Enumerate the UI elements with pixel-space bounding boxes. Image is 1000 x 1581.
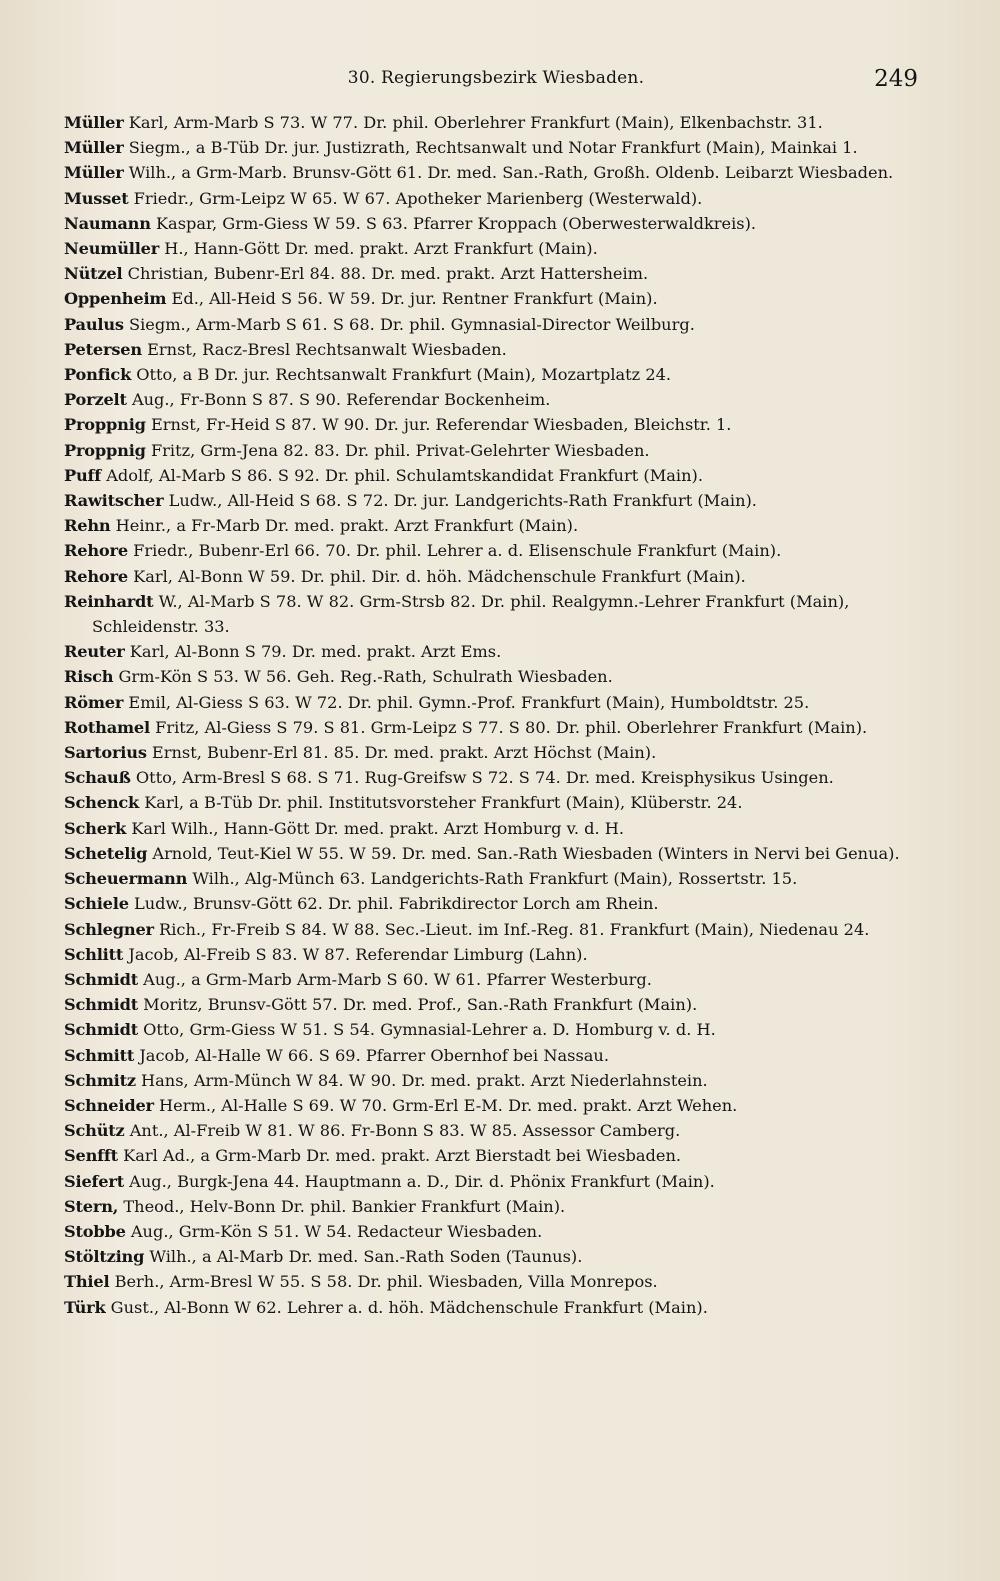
entry-surname: Scherk (64, 818, 127, 838)
list-item (64, 690, 928, 715)
list-item (64, 1143, 928, 1168)
entry-text: Aug., Grm-Kön S 51. W 54. Redacteur Wiesbaden. (130, 1221, 543, 1241)
list-item (64, 1169, 928, 1194)
list-item (64, 1093, 928, 1118)
list-item (64, 110, 928, 135)
entry-surname: Stobbe (64, 1221, 126, 1241)
entry-text: Rich., Fr-Freib S 84. W 88. Sec.-Lieut. im Inf.-Reg. 81. Frankfurt (Main), Niedenau 24. (159, 919, 870, 939)
entry-text: Ant., Al-Freib W 81. W 86. Fr-Bonn S 83. W 85. Assessor Camberg. (129, 1121, 681, 1141)
list-item (64, 387, 928, 412)
entry-text: W., Al-Marb S 78. W 82. Grm-Strsb 82. Dr. phil. Realgymn.-Lehrer Frankfurt (Main), Schleidenstr. 33. (92, 591, 850, 637)
entry-text: Friedr., Bubenr-Erl 66. 70. Dr. phil. Lehrer a. d. Elisenschule Frankfurt (Main). (133, 541, 782, 561)
list-item (64, 1043, 928, 1068)
list-item (64, 1068, 928, 1093)
entry-surname: Schmitt (64, 1045, 135, 1065)
entry-text: Karl, Al-Bonn S 79. Dr. med. prakt. Arzt Ems. (129, 642, 502, 662)
entry-surname: Proppnig (64, 415, 146, 435)
list-item (64, 740, 928, 765)
entry-text: Siegm., Arm-Marb S 61. S 68. Dr. phil. Gymnasial-Director Weilburg. (128, 314, 695, 334)
list-item (64, 135, 928, 160)
entry-surname: Proppnig (64, 440, 146, 460)
entry-surname: Scheuermann (64, 869, 188, 889)
list-item (64, 186, 928, 211)
list-item (64, 790, 928, 815)
entry-surname: Naumann (64, 213, 151, 233)
entry-surname: Reinhardt (64, 591, 154, 611)
entry-surname: Sartorius (64, 743, 147, 763)
list-item (64, 992, 928, 1017)
entry-text: H., Hann-Gött Dr. med. prakt. Arzt Frankfurt (Main). (164, 239, 598, 259)
entry-text: Fritz, Grm-Jena 82. 83. Dr. phil. Privat-Gelehrter Wiesbaden. (150, 440, 650, 460)
list-item (64, 1295, 928, 1320)
entry-surname: Paulus (64, 314, 124, 334)
list-item (64, 211, 928, 236)
list-item (64, 362, 928, 387)
entry-text: Karl Wilh., Hann-Gött Dr. med. prakt. Arzt Homburg v. d. H. (131, 818, 625, 838)
list-item (64, 513, 928, 538)
entry-surname: Schiele (64, 894, 129, 914)
entry-surname: Müller (64, 138, 124, 158)
list-item (64, 261, 928, 286)
entry-text: Otto, Arm-Bresl S 68. S 71. Rug-Greifsw S 72. S 74. Dr. med. Kreisphysikus Usingen. (135, 768, 834, 788)
entry-surname: Müller (64, 163, 124, 183)
entry-text: Otto, a B Dr. jur. Rechtsanwalt Frankfurt (Main), Mozartplatz 24. (136, 365, 672, 385)
entry-text: Arnold, Teut-Kiel W 55. W 59. Dr. med. San.-Rath Wiesbaden (Winters in Nervi bei Genua). (152, 843, 900, 863)
entry-text: Christian, Bubenr-Erl 84. 88. Dr. med. prakt. Arzt Hattersheim. (127, 264, 649, 284)
entry-text: Grm-Kön S 53. W 56. Geh. Reg.-Rath, Schulrath Wiesbaden. (118, 667, 613, 687)
entry-list (64, 110, 928, 1320)
entry-surname: Puff (64, 465, 102, 485)
list-item (64, 891, 928, 916)
entry-text: Hans, Arm-Münch W 84. W 90. Dr. med. prakt. Arzt Niederlahnstein. (141, 1070, 708, 1090)
entry-text: Aug., Burgk-Jena 44. Hauptmann a. D., Dir. d. Phönix Frankfurt (Main). (129, 1171, 715, 1191)
entry-text: Heinr., a Fr-Marb Dr. med. prakt. Arzt Frankfurt (Main). (115, 516, 579, 536)
list-item (64, 639, 928, 664)
list-item (64, 286, 928, 311)
list-item (64, 412, 928, 437)
list-item (64, 1269, 928, 1294)
entry-text: Wilh., Alg-Münch 63. Landgerichts-Rath Frankfurt (Main), Rossertstr. 15. (192, 869, 798, 889)
entry-surname: Reuter (64, 642, 125, 662)
entry-text: Moritz, Brunsv-Gött 57. Dr. med. Prof., San.-Rath Frankfurt (Main). (143, 995, 698, 1015)
page-number: 249 (874, 66, 918, 92)
list-item (64, 160, 928, 185)
list-item (64, 841, 928, 866)
list-item (64, 664, 928, 689)
entry-surname: Müller (64, 113, 124, 132)
entry-text: Ernst, Fr-Heid S 87. W 90. Dr. jur. Referendar Wiesbaden, Bleichstr. 1. (150, 415, 732, 435)
entry-surname: Schmidt (64, 995, 138, 1015)
list-item (64, 312, 928, 337)
list-item (64, 765, 928, 790)
entry-surname: Schetelig (64, 843, 148, 863)
entry-text: Emil, Al-Giess S 63. W 72. Dr. phil. Gymn.-Prof. Frankfurt (Main), Humboldtstr. 25. (128, 692, 810, 712)
entry-text: Wilh., a Grm-Marb. Brunsv-Gött 61. Dr. med. San.-Rath, Großh. Oldenb. Leibarzt Wiesbaden. (128, 163, 894, 183)
entry-surname: Ponfick (64, 365, 132, 385)
entry-surname: Oppenheim (64, 289, 167, 309)
entry-surname: Schlegner (64, 919, 154, 939)
entry-text: Adolf, Al-Marb S 86. S 92. Dr. phil. Schulamtskandidat Frankfurt (Main). (106, 465, 703, 485)
entry-surname: Neumüller (64, 239, 160, 259)
entry-surname: Thiel (64, 1272, 110, 1292)
list-item (64, 463, 928, 488)
list-item (64, 715, 928, 740)
entry-text: Jacob, Al-Halle W 66. S 69. Pfarrer Obernhof bei Nassau. (139, 1045, 609, 1065)
entry-surname: Nützel (64, 264, 123, 284)
list-item (64, 942, 928, 967)
entry-text: Siegm., a B-Tüb Dr. jur. Justizrath, Rechtsanwalt und Notar Frankfurt (Main), Mainkai 1. (128, 138, 858, 158)
entry-surname: Stern, (64, 1196, 119, 1216)
entry-text: Gust., Al-Bonn W 62. Lehrer a. d. höh. Mädchenschule Frankfurt (Main). (110, 1297, 708, 1317)
list-item (64, 866, 928, 891)
list-item (64, 816, 928, 841)
entry-surname: Schenck (64, 793, 140, 813)
entry-surname: Siefert (64, 1171, 125, 1191)
list-item (64, 488, 928, 513)
list-item (64, 564, 928, 589)
entry-text: Karl Ad., a Grm-Marb Dr. med. prakt. Arzt Bierstadt bei Wiesbaden. (123, 1146, 682, 1166)
list-item (64, 1219, 928, 1244)
entry-surname: Schmitz (64, 1070, 136, 1090)
entry-surname: Römer (64, 692, 124, 712)
entry-surname: Rawitscher (64, 491, 164, 511)
entry-text: Wilh., a Al-Marb Dr. med. San.-Rath Soden (Taunus). (149, 1247, 583, 1267)
entry-text: Kaspar, Grm-Giess W 59. S 63. Pfarrer Kroppach (Oberwesterwaldkreis). (155, 213, 757, 233)
list-item (64, 1244, 928, 1269)
entry-text: Herm., Al-Halle S 69. W 70. Grm-Erl E-M. Dr. med. prakt. Arzt Wehen. (159, 1095, 738, 1115)
entry-surname: Rehn (64, 516, 111, 536)
entry-text: Jacob, Al-Freib S 83. W 87. Referendar Limburg (Lahn). (128, 944, 588, 964)
header-title: 30. Regierungsbezirk Wiesbaden. (347, 68, 645, 88)
entry-surname: Rehore (64, 566, 128, 586)
entry-surname: Schütz (64, 1121, 125, 1141)
list-item (64, 1017, 928, 1042)
entry-surname: Risch (64, 667, 114, 687)
list-item (64, 1118, 928, 1143)
entry-text: Ludw., Brunsv-Gött 62. Dr. phil. Fabrikdirector Lorch am Rhein. (133, 894, 659, 914)
entry-text: Ludw., All-Heid S 68. S 72. Dr. jur. Landgerichts-Rath Frankfurt (Main). (168, 491, 757, 511)
entry-text: Friedr., Grm-Leipz W 65. W 67. Apotheker Marienberg (Westerwald). (133, 188, 703, 208)
entry-text: Ernst, Racz-Bresl Rechtsanwalt Wiesbaden. (147, 339, 507, 359)
list-item (64, 538, 928, 563)
list-item (64, 589, 928, 639)
entry-surname: Schmidt (64, 969, 138, 989)
list-item (64, 337, 928, 362)
entry-surname: Musset (64, 188, 129, 208)
entry-surname: Schneider (64, 1095, 154, 1115)
entry-text: Aug., Fr-Bonn S 87. S 90. Referendar Bockenheim. (131, 390, 551, 410)
entry-surname: Stöltzing (64, 1247, 145, 1267)
entry-surname: Türk (64, 1297, 106, 1317)
entry-surname: Porzelt (64, 390, 127, 410)
entry-surname: Senfft (64, 1146, 118, 1166)
list-item (64, 1194, 928, 1219)
list-item (64, 236, 928, 261)
entry-text: Aug., a Grm-Marb Arm-Marb S 60. W 61. Pfarrer Westerburg. (143, 969, 652, 989)
entry-surname: Rothamel (64, 717, 150, 737)
entry-surname: Rehore (64, 541, 128, 561)
entry-text: Karl, Arm-Marb S 73. W 77. Dr. phil. Oberlehrer Frankfurt (Main), Elkenbachstr. 31. (128, 113, 823, 132)
entry-text: Karl, Al-Bonn W 59. Dr. phil. Dir. d. höh. Mädchenschule Frankfurt (Main). (133, 566, 746, 586)
list-item (64, 917, 928, 942)
entry-text: Karl, a B-Tüb Dr. phil. Institutsvorsteher Frankfurt (Main), Klüberstr. 24. (144, 793, 743, 813)
entry-text: Fritz, Al-Giess S 79. S 81. Grm-Leipz S 77. S 80. Dr. phil. Oberlehrer Frankfurt (Main). (155, 717, 868, 737)
entry-text: Ed., All-Heid S 56. W 59. Dr. jur. Rentner Frankfurt (Main). (171, 289, 658, 309)
entry-surname: Schmidt (64, 1020, 138, 1040)
entry-surname: Schlitt (64, 944, 124, 964)
running-header (64, 62, 928, 102)
entry-surname: Schauß (64, 768, 131, 788)
list-item (64, 967, 928, 992)
entry-surname: Petersen (64, 339, 142, 359)
entry-text: Berh., Arm-Bresl W 55. S 58. Dr. phil. Wiesbaden, Villa Monrepos. (114, 1272, 658, 1292)
entry-text: Theod., Helv-Bonn Dr. phil. Bankier Frankfurt (Main). (123, 1196, 566, 1216)
list-item (64, 438, 928, 463)
entry-text: Ernst, Bubenr-Erl 81. 85. Dr. med. prakt. Arzt Höchst (Main). (151, 743, 657, 763)
entry-text: Otto, Grm-Giess W 51. S 54. Gymnasial-Lehrer a. D. Homburg v. d. H. (143, 1020, 716, 1040)
